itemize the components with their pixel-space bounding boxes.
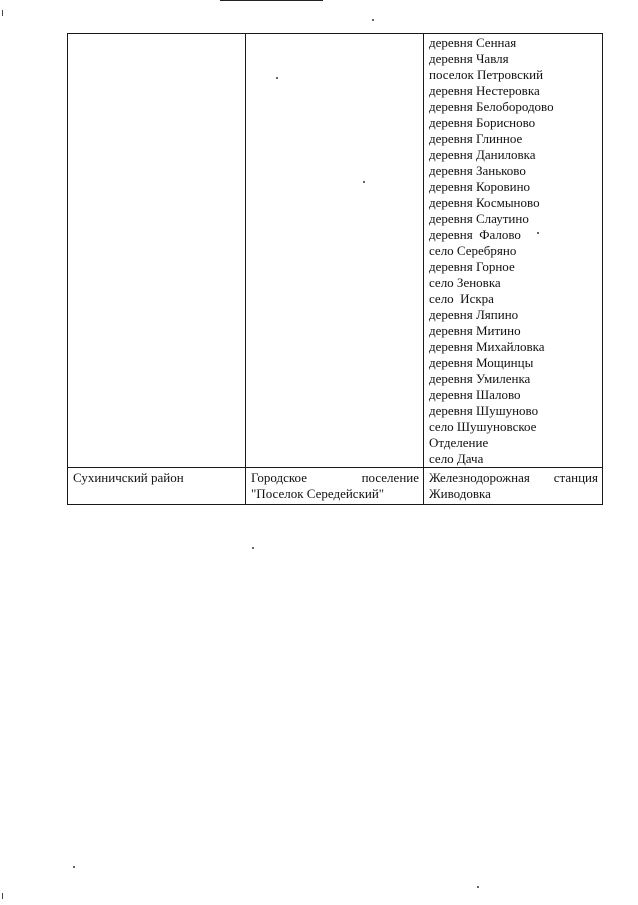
list-item: деревня Заньково: [429, 163, 526, 178]
list-item: деревня Борисново: [429, 115, 536, 130]
list-item: село Зеновка: [429, 275, 501, 290]
list-item: деревня Ляпино: [429, 307, 519, 322]
list-item: деревня Сенная: [429, 35, 517, 50]
top-rule: [220, 0, 323, 1]
station-word: станция: [553, 470, 598, 485]
list-item: деревня Белобородово: [429, 99, 554, 114]
list-item: деревня Коровино: [429, 179, 531, 194]
municipality-line: [251, 470, 419, 486]
municipality-cell: [246, 468, 424, 505]
municipality-word: поселение: [361, 470, 419, 485]
list-item: деревня Фалово: [429, 227, 521, 242]
list-item: село Дача: [429, 451, 484, 466]
district-name: Сухиничский район: [73, 470, 184, 485]
list-item: деревня Митино: [429, 323, 521, 338]
table-row: [68, 34, 603, 468]
settlements-cell: [424, 34, 603, 468]
scan-speck: [73, 866, 75, 868]
list-item: деревня Михайловка: [429, 339, 545, 354]
scan-edge-mark: [2, 10, 3, 16]
list-item: деревня Мощинцы: [429, 355, 534, 370]
scan-speck: [372, 19, 374, 21]
municipality-name: "Поселок Середейский": [251, 486, 385, 501]
list-item: село Искра: [429, 291, 494, 306]
list-item: село Серебряно: [429, 243, 517, 258]
list-item: деревня Даниловка: [429, 147, 536, 162]
scan-edge-mark: [2, 893, 3, 899]
table-row: [68, 468, 603, 505]
list-item: Отделение: [429, 435, 489, 450]
list-item: деревня Горное: [429, 259, 515, 274]
municipality-word: Городское: [251, 470, 307, 485]
station-cell: [424, 468, 603, 505]
list-item: поселок Петровский: [429, 67, 544, 82]
district-cell: [68, 34, 246, 468]
district-cell: [68, 468, 246, 505]
list-item: деревня Чавля: [429, 51, 509, 66]
settlement-list: [424, 34, 602, 467]
list-item: деревня Глинное: [429, 131, 523, 146]
municipality-cell: [246, 34, 424, 468]
list-item: село Шушуновское: [429, 419, 537, 434]
station-line: [429, 470, 598, 486]
list-item: деревня Шушуново: [429, 403, 539, 418]
station-name: Живодовка: [429, 486, 491, 501]
list-item: деревня Умиленка: [429, 371, 531, 386]
scan-speck: [252, 547, 254, 549]
settlements-table: [67, 33, 603, 505]
list-item: деревня Нестеровка: [429, 83, 540, 98]
station-word: Железнодорожная: [429, 470, 530, 485]
scan-speck: [477, 886, 479, 888]
list-item: деревня Шалово: [429, 387, 521, 402]
list-item: деревня Космыново: [429, 195, 540, 210]
list-item: деревня Слаутино: [429, 211, 529, 226]
